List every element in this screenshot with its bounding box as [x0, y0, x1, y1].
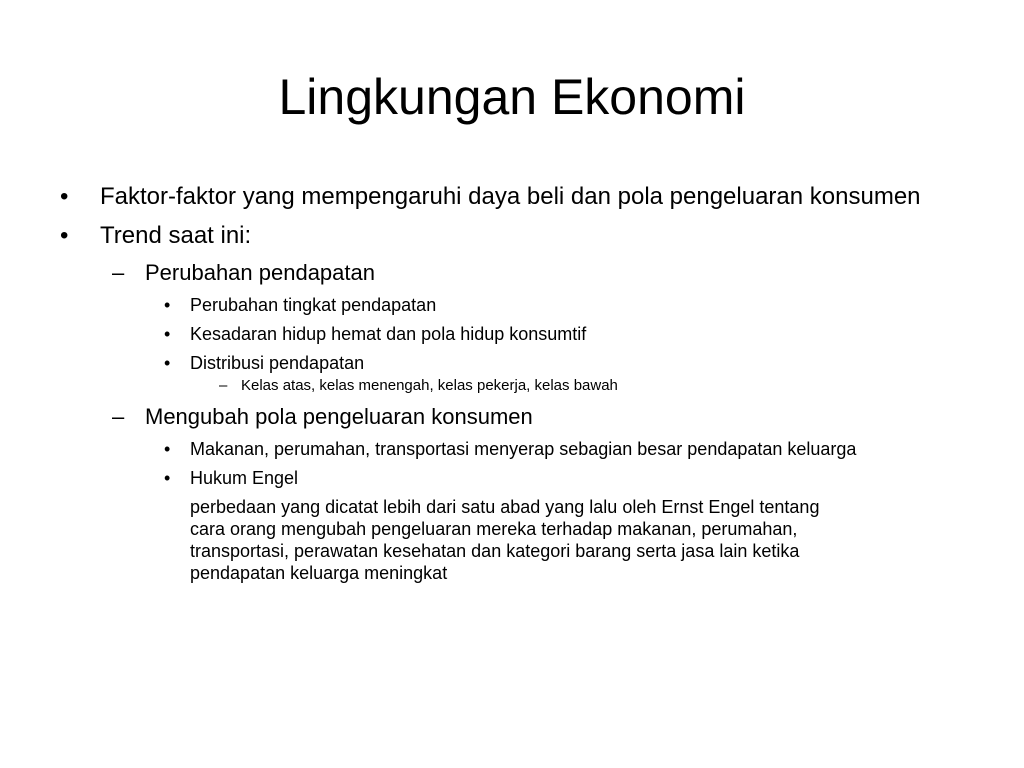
dash-icon: –	[112, 404, 125, 429]
dash-item	[60, 260, 980, 286]
dash-icon: –	[112, 260, 125, 285]
bullet-text: Trend saat ini:	[100, 222, 252, 249]
slide-content	[60, 182, 980, 590]
sub-bullet-item	[60, 438, 930, 460]
sub-bullet-text: Distribusi pendapatan	[190, 353, 365, 373]
bullet-icon: •	[164, 439, 171, 459]
sub-bullet-item	[60, 352, 980, 374]
bullet-icon: •	[164, 324, 171, 344]
bullet-icon: •	[164, 468, 171, 488]
dash-text: Mengubah pola pengeluaran konsumen	[145, 404, 533, 429]
bullet-item	[60, 182, 980, 211]
sub-dash-text: Kelas atas, kelas menengah, kelas pekerja, kelas bawah	[241, 377, 618, 394]
engel-description: perbedaan yang dicatat lebih dari satu abad yang lalu oleh Ernst Engel tentang cara orang mengubah pengeluaran mereka terhadap makanan, perumahan, transportasi, perawatan kesehatan dan kategori barang serta jasa lain ketika pendapatan keluarga meningkat	[190, 497, 820, 583]
dash-text: Perubahan pendapatan	[145, 260, 375, 285]
sub-bullet-item	[60, 294, 980, 316]
sub-bullet-item	[60, 467, 980, 489]
bullet-icon: •	[60, 183, 69, 210]
slide-title: Lingkungan Ekonomi	[278, 69, 746, 125]
bullet-item	[60, 221, 980, 250]
dash-item	[60, 404, 980, 430]
sub-bullet-item	[60, 323, 980, 345]
sub-bullet-text: Kesadaran hidup hemat dan pola hidup konsumtif	[190, 324, 587, 344]
sub-bullet-text: Hukum Engel	[190, 468, 299, 488]
sub-dash-item	[60, 376, 980, 395]
bullet-icon: •	[164, 295, 171, 315]
bullet-icon: •	[164, 353, 171, 373]
sub-bullet-text: Makanan, perumahan, transportasi menyerap sebagian besar pendapatan keluarga	[190, 439, 857, 459]
sub-bullet-text: Perubahan tingkat pendapatan	[190, 295, 437, 315]
bullet-icon: •	[60, 222, 69, 249]
dash-icon: –	[219, 377, 228, 394]
bullet-text: Faktor-faktor yang mempengaruhi daya beli dan pola pengeluaran konsumen	[100, 183, 921, 210]
